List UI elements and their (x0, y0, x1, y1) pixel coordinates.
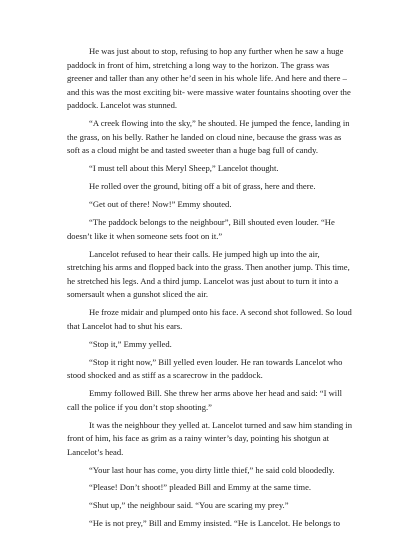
paragraph: “I must tell about this Meryl Sheep,” Lancelot thought. (89, 163, 279, 174)
paragraph: He was just about to stop, refusing to hop any further when he saw a huge paddock in front of him, stretching a long way to the horizon. The grass was greener and taller than any other he’d seen in his whole life. And here and there – and this was the most exciting bit- were massive water fountains shooting over the paddock. Lancelot was stunned. (67, 46, 351, 111)
paragraph: It was the neighbour they yelled at. Lancelot turned and saw him standing in front of him, his face as grim as a rainy winter’s day, pointing his shotgun at Lancelot’s head. (67, 419, 352, 457)
paragraph: “Stop it,” Emmy yelled. (89, 338, 172, 349)
paragraph: “He is not prey,” Bill and Emmy insisted. “He is Lancelot. He belongs to (89, 518, 340, 529)
paragraph: “Please! Don’t shoot!” pleaded Bill and Emmy at the same time. (89, 482, 312, 493)
paragraph: Emmy followed Bill. She threw her arms above her head and said: “I will call the police if you don’t stop shooting.” (67, 388, 342, 412)
paragraph: “Stop it right now,” Bill yelled even louder. He ran towards Lancelot who stood shocked and as stiff as a scarecrow in the paddock. (67, 356, 343, 381)
paragraph: He rolled over the ground, biting off a bit of grass, here and there. (89, 181, 316, 192)
paragraph: “A creek flowing into the sky,” he shouted. He jumped the fence, landing in the grass, on his belly. Rather he landed on cloud nine, because the grass was as soft as a cloud might be and tasted sweeter than a huge bag full of candy. (67, 118, 350, 156)
paragraph: “The paddock belongs to the neighbour”, Bill shouted even louder. “He doesn’t like it when someone sets foot on it.” (67, 217, 335, 241)
paragraph: Lancelot refused to hear their calls. He jumped high up into the air, stretching his arms and flopped back into the grass. Then another jump. This time, he stretched his legs. And a third jump. Lancelot was just about to turn it into a somersault when a gunshot sliced the air. (67, 248, 350, 300)
paragraph: “Get out of there! Now!” Emmy shouted. (89, 199, 232, 210)
paragraph: “Your last hour has come, you dirty little thief,” he said cold bloodedly. (89, 464, 335, 475)
paragraph: “Shut up,” the neighbour said. “You are scaring my prey.” (89, 500, 289, 511)
paragraph: He froze midair and plumped onto his face. A second shot followed. So loud that Lancelot had to shut his ears. (67, 307, 352, 331)
